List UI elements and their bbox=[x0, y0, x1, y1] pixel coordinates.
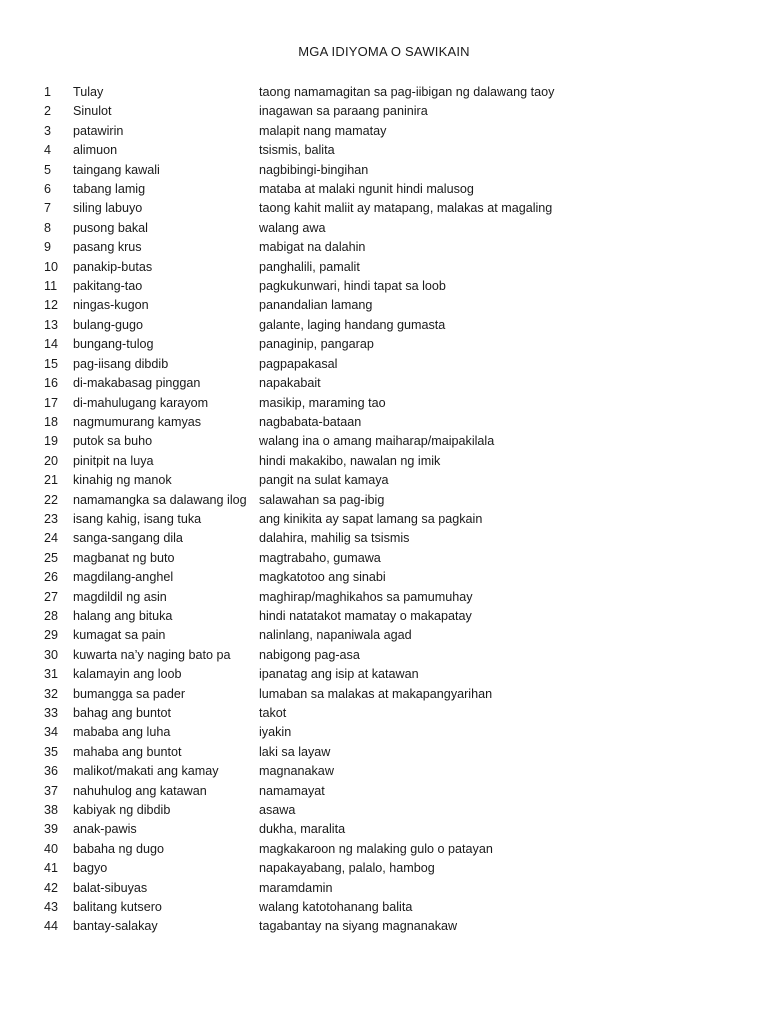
entry-number: 3 bbox=[44, 123, 52, 138]
meaning-text: hindi makakibo, nawalan ng imik bbox=[259, 453, 441, 468]
entry-number: 29 bbox=[44, 628, 59, 643]
meaning-text: takot bbox=[259, 706, 287, 720]
entry-number: 5 bbox=[44, 162, 52, 177]
entry-number: 6 bbox=[44, 182, 52, 197]
entry-number: 31 bbox=[44, 667, 59, 682]
list-item bbox=[0, 646, 768, 665]
list-item bbox=[0, 510, 768, 529]
entry-number: 33 bbox=[44, 706, 59, 720]
list-item bbox=[0, 782, 768, 801]
meaning-text: magkatotoo ang sinabi bbox=[259, 570, 386, 585]
entry-number: 24 bbox=[44, 531, 59, 546]
meaning-text: iyakin bbox=[259, 725, 292, 740]
meaning-text: panaginip, pangarap bbox=[259, 337, 374, 352]
list-item bbox=[0, 685, 768, 704]
meaning-text: laki sa layaw bbox=[259, 744, 331, 759]
entry-number: 17 bbox=[44, 395, 59, 410]
idiom-text: pakitang-tao bbox=[73, 279, 143, 294]
list-item bbox=[0, 394, 768, 413]
idiom-text: mahaba ang buntot bbox=[73, 744, 182, 759]
meaning-text: maramdamin bbox=[259, 880, 333, 895]
entry-number: 44 bbox=[44, 919, 59, 934]
entry-number: 39 bbox=[44, 822, 59, 837]
entry-number: 7 bbox=[44, 201, 52, 216]
idiom-text: anak-pawis bbox=[73, 822, 137, 837]
meaning-text: nagbibingi-bingihan bbox=[259, 162, 369, 177]
idiom-text: isang kahig, isang tuka bbox=[73, 511, 202, 526]
idiom-text: kinahig ng manok bbox=[73, 473, 172, 488]
idiom-text: halang ang bituka bbox=[73, 608, 173, 623]
idiom-text: balat-sibuyas bbox=[73, 880, 148, 895]
idiom-text: alimuon bbox=[73, 143, 118, 158]
list-item bbox=[0, 743, 768, 762]
list-item bbox=[0, 102, 768, 121]
list-item bbox=[0, 83, 768, 102]
meaning-text: pagkukunwari, hindi tapat sa loob bbox=[259, 279, 446, 294]
meaning-text: salawahan sa pag-ibig bbox=[259, 492, 385, 507]
entry-number: 2 bbox=[44, 104, 52, 119]
list-item bbox=[0, 296, 768, 315]
entry-number: 42 bbox=[44, 880, 59, 895]
list-item bbox=[0, 316, 768, 335]
meaning-text: masikip, maraming tao bbox=[259, 395, 386, 410]
idiom-text: tabang lamig bbox=[73, 182, 146, 197]
entry-number: 43 bbox=[44, 900, 59, 915]
entry-number: 13 bbox=[44, 317, 59, 332]
entry-number: 18 bbox=[44, 414, 59, 429]
list-item bbox=[0, 549, 768, 568]
meaning-text: asawa bbox=[259, 803, 296, 818]
list-item bbox=[0, 277, 768, 296]
list-item bbox=[0, 820, 768, 839]
list-item bbox=[0, 452, 768, 471]
list-item bbox=[0, 879, 768, 898]
idiom-text: bumangga sa pader bbox=[73, 686, 186, 701]
meaning-text: namamayat bbox=[259, 783, 325, 798]
entry-number: 9 bbox=[44, 240, 52, 255]
entry-number: 26 bbox=[44, 570, 59, 585]
idiom-text: Sinulot bbox=[73, 104, 112, 119]
idiom-text: nagmumurang kamyas bbox=[73, 414, 202, 429]
idiom-text: namamangka sa dalawang ilog bbox=[73, 492, 247, 507]
list-item bbox=[0, 529, 768, 548]
meaning-text: pagpapakasal bbox=[259, 356, 338, 371]
entry-number: 16 bbox=[44, 376, 59, 391]
entry-number: 28 bbox=[44, 608, 59, 623]
entry-number: 36 bbox=[44, 764, 59, 779]
list-item bbox=[0, 568, 768, 587]
entry-number: 34 bbox=[44, 725, 59, 740]
meaning-text: panandalian lamang bbox=[259, 298, 373, 313]
idiom-text: bahag ang buntot bbox=[73, 706, 172, 720]
entry-number: 30 bbox=[44, 647, 59, 662]
document-title: MGA IDIYOMA O SAWIKAIN bbox=[298, 44, 470, 59]
idiom-text: kalamayin ang loob bbox=[73, 667, 182, 682]
meaning-text: nagbabata-bataan bbox=[259, 414, 362, 429]
meaning-text: napakabait bbox=[259, 376, 321, 391]
idiom-text: kuwarta na’y naging bato pa bbox=[73, 647, 231, 662]
list-item bbox=[0, 491, 768, 510]
meaning-text: lumaban sa malakas at makapangyarihan bbox=[259, 686, 493, 701]
entry-number: 25 bbox=[44, 550, 59, 565]
list-item bbox=[0, 374, 768, 393]
meaning-text: taong kahit maliit ay matapang, malakas at magaling bbox=[259, 201, 553, 216]
list-item bbox=[0, 180, 768, 199]
idiom-text: pinitpit na luya bbox=[73, 453, 154, 468]
list-item bbox=[0, 161, 768, 180]
list-item bbox=[0, 258, 768, 277]
entry-number: 19 bbox=[44, 434, 59, 449]
meaning-text: magnanakaw bbox=[259, 764, 334, 779]
idiom-text: pag-iisang dibdib bbox=[73, 356, 169, 371]
list-item bbox=[0, 471, 768, 490]
entry-number: 8 bbox=[44, 220, 52, 235]
idiom-list bbox=[0, 83, 768, 937]
meaning-text: nalinlang, napaniwala agad bbox=[259, 628, 412, 643]
list-item bbox=[0, 762, 768, 781]
idiom-text: kabiyak ng dibdib bbox=[73, 803, 171, 818]
idiom-text: sanga-sangang dila bbox=[73, 531, 183, 546]
idiom-text: bantay-salakay bbox=[73, 919, 158, 934]
idiom-text: di-mahulugang karayom bbox=[73, 395, 209, 410]
idiom-text: bulang-gugo bbox=[73, 317, 144, 332]
list-item bbox=[0, 355, 768, 374]
meaning-text: nabigong pag-asa bbox=[259, 647, 360, 662]
entry-number: 21 bbox=[44, 473, 59, 488]
idiom-text: kumagat sa pain bbox=[73, 628, 166, 643]
meaning-text: dukha, maralita bbox=[259, 822, 346, 837]
meaning-text: walang katotohanang balita bbox=[259, 900, 413, 915]
idiom-text: mababa ang luha bbox=[73, 725, 171, 740]
entry-number: 10 bbox=[44, 259, 59, 274]
idiom-text: balitang kutsero bbox=[73, 900, 162, 915]
meaning-text: tagabantay na siyang magnanakaw bbox=[259, 919, 458, 934]
list-item bbox=[0, 607, 768, 626]
list-item bbox=[0, 723, 768, 742]
idiom-text: magdildil ng asin bbox=[73, 589, 167, 604]
idiom-text: taingang kawali bbox=[73, 162, 160, 177]
meaning-text: hindi natatakot mamatay o makapatay bbox=[259, 608, 472, 623]
idiom-text: pasang krus bbox=[73, 240, 142, 255]
list-item bbox=[0, 199, 768, 218]
entry-number: 37 bbox=[44, 783, 59, 798]
list-item bbox=[0, 432, 768, 451]
list-item bbox=[0, 917, 768, 936]
meaning-text: maghirap/maghikahos sa pamumuhay bbox=[259, 589, 473, 604]
list-item bbox=[0, 704, 768, 723]
idiom-text: babaha ng dugo bbox=[73, 841, 165, 856]
entry-number: 23 bbox=[44, 511, 59, 526]
list-item bbox=[0, 219, 768, 238]
list-item bbox=[0, 859, 768, 878]
list-item bbox=[0, 840, 768, 859]
meaning-text: mabigat na dalahin bbox=[259, 240, 366, 255]
list-item bbox=[0, 238, 768, 257]
entry-number: 14 bbox=[44, 337, 59, 352]
meaning-text: galante, laging handang gumasta bbox=[259, 317, 446, 332]
list-item bbox=[0, 588, 768, 607]
meaning-text: panghalili, pamalit bbox=[259, 259, 360, 274]
meaning-text: magtrabaho, gumawa bbox=[259, 550, 381, 565]
list-item bbox=[0, 626, 768, 645]
idiom-text: nahuhulog ang katawan bbox=[73, 783, 207, 798]
idiom-text: bungang-tulog bbox=[73, 337, 154, 352]
list-item bbox=[0, 665, 768, 684]
list-item bbox=[0, 898, 768, 917]
meaning-text: walang awa bbox=[259, 220, 326, 235]
meaning-text: mataba at malaki ngunit hindi malusog bbox=[259, 182, 474, 197]
list-item bbox=[0, 141, 768, 160]
meaning-text: dalahira, mahilig sa tsismis bbox=[259, 531, 410, 546]
entry-number: 35 bbox=[44, 744, 59, 759]
meaning-text: napakayabang, palalo, hambog bbox=[259, 861, 435, 876]
meaning-text: ang kinikita ay sapat lamang sa pagkain bbox=[259, 511, 483, 526]
entry-number: 15 bbox=[44, 356, 59, 371]
idiom-text: putok sa buho bbox=[73, 434, 153, 449]
list-item bbox=[0, 801, 768, 820]
meaning-text: inagawan sa paraang paninira bbox=[259, 104, 428, 119]
meaning-text: tsismis, balita bbox=[259, 143, 335, 158]
idiom-text: Tulay bbox=[73, 85, 104, 99]
entry-number: 40 bbox=[44, 841, 59, 856]
idiom-text: malikot/makati ang kamay bbox=[73, 764, 219, 779]
meaning-text: malapit nang mamatay bbox=[259, 123, 387, 138]
entry-number: 22 bbox=[44, 492, 59, 507]
idiom-text: patawirin bbox=[73, 123, 124, 138]
idiom-text: panakip-butas bbox=[73, 259, 153, 274]
entry-number: 12 bbox=[44, 298, 59, 313]
entry-number: 11 bbox=[44, 279, 58, 294]
idiom-text: pusong bakal bbox=[73, 220, 148, 235]
idiom-text: ningas-kugon bbox=[73, 298, 149, 313]
meaning-text: ipanatag ang isip at katawan bbox=[259, 667, 419, 682]
entry-number: 38 bbox=[44, 803, 59, 818]
entry-number: 20 bbox=[44, 453, 59, 468]
idiom-text: di-makabasag pinggan bbox=[73, 376, 201, 391]
list-item bbox=[0, 413, 768, 432]
entry-number: 41 bbox=[44, 861, 59, 876]
meaning-text: pangit na sulat kamaya bbox=[259, 473, 389, 488]
entry-number: 32 bbox=[44, 686, 59, 701]
list-item bbox=[0, 335, 768, 354]
entry-number: 1 bbox=[44, 85, 52, 99]
idiom-text: magbanat ng buto bbox=[73, 550, 175, 565]
idiom-text: siling labuyo bbox=[73, 201, 143, 216]
idiom-text: bagyo bbox=[73, 861, 108, 876]
meaning-text: magkakaroon ng malaking gulo o patayan bbox=[259, 841, 493, 856]
entry-number: 27 bbox=[44, 589, 59, 604]
idiom-text: magdilang-anghel bbox=[73, 570, 174, 585]
meaning-text: walang ina o amang maiharap/maipakilala bbox=[259, 434, 495, 449]
meaning-text: taong namamagitan sa pag-iibigan ng dalawang taoy bbox=[259, 85, 555, 99]
list-item bbox=[0, 122, 768, 141]
entry-number: 4 bbox=[44, 143, 52, 158]
